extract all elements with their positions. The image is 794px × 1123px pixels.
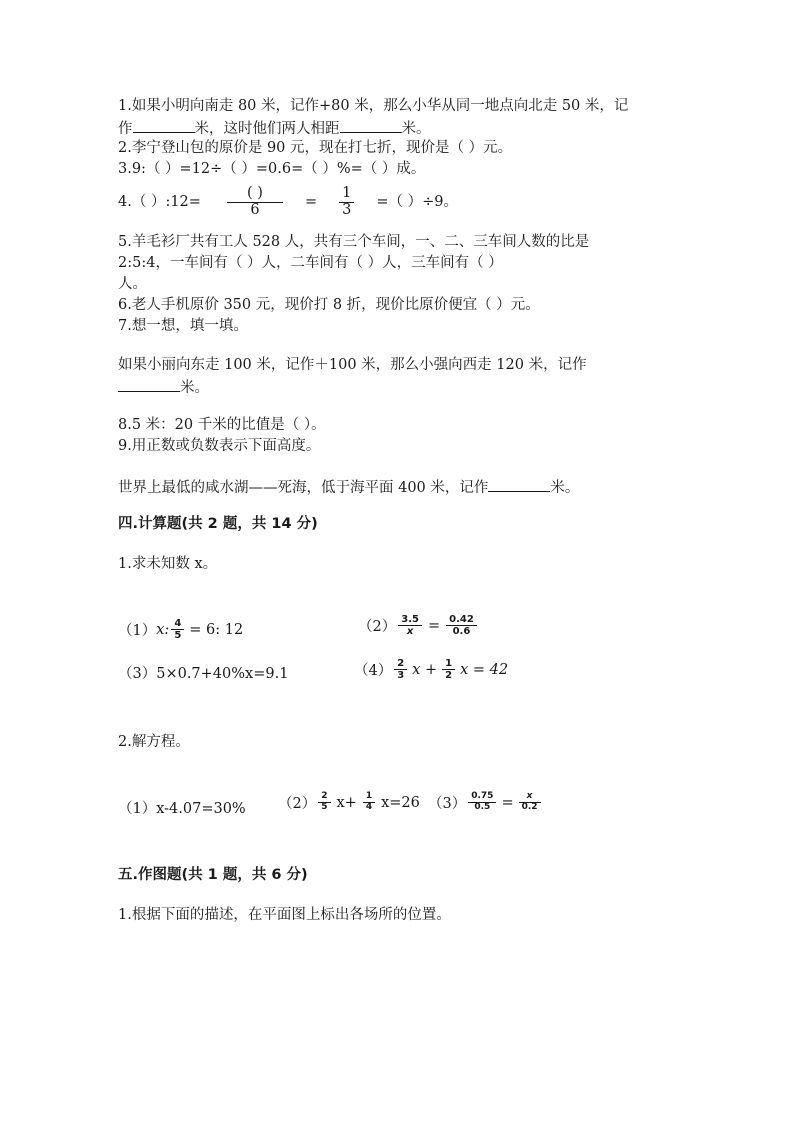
question-3: 3.9:（ ）=12÷（ ）=0.6=（ ）%=（ ）成。 (118, 161, 426, 177)
fraction-numerator: 2 (394, 658, 407, 670)
fraction-0.75-over-0.5 (468, 792, 496, 813)
equation-label: （2） (278, 796, 317, 812)
fraction-denominator: 0.2 (521, 802, 538, 812)
fraction-numerator: 0.42 (446, 614, 477, 626)
fraction-four-fifths (171, 618, 184, 641)
fraction-denominator: 6 (250, 201, 260, 218)
equation-label: （3） (428, 796, 467, 812)
equation-rest: = 6: 12 (189, 621, 244, 638)
question-7-title: 7.想一想，填一填。 (118, 318, 248, 334)
solve-equation-2 (278, 792, 420, 813)
question-1-text-b: 米，这时他们两人相距 (194, 121, 340, 137)
question-9-line-1 (118, 476, 579, 499)
fraction-x-over-0.2 (519, 792, 541, 813)
fraction-numerator: 1 (363, 792, 375, 803)
equation-end: x = 42 (460, 661, 509, 678)
fraction-numerator: 2 (318, 792, 330, 803)
question-5-line-2: 2:5:4，一车间有（ ）人，二车间有（ ）人，三车间有（ ） (118, 255, 503, 271)
equation-mid: x+ (336, 794, 357, 811)
equation-label: （4） (354, 663, 393, 679)
equation-end: x=26 (381, 794, 420, 811)
fraction-numerator: 4 (171, 618, 184, 630)
answer-blank[interactable] (133, 117, 195, 133)
question-5-line-3: 人。 (118, 276, 147, 292)
fraction-one-third (339, 186, 354, 219)
question-7-line-2 (118, 376, 209, 399)
equation-2 (358, 614, 479, 637)
question-1-text-a: 作 (118, 121, 133, 137)
fraction-numerator: ( ) (227, 186, 283, 203)
equals-sign: = (501, 794, 514, 811)
fraction-one-half (442, 658, 455, 681)
equation-4 (354, 658, 508, 681)
fraction-denominator: 2 (445, 670, 453, 681)
question-4 (118, 186, 458, 219)
section-5-question-1: 1.根据下面的描述，在平面图上标出各场所的位置。 (118, 907, 451, 923)
fraction-3.5-over-x (398, 614, 422, 637)
question-6: 6.老人手机原价 350 元，现价打 8 折，现价比原价便宜（ ）元。 (118, 297, 540, 313)
solve-equation-1: （1）x-4.07=30% (118, 801, 246, 817)
equals-sign: = (304, 193, 318, 210)
question-1-line-1: 1.如果小明向南走 80 米，记作+80 米，那么小华从同一地点向北走 50 米，记 (118, 98, 629, 114)
question-5-line-1: 5.羊毛衫厂共有工人 528 人，共有三个车间，一、二、三车间人数的比是 (118, 234, 590, 250)
question-8: 8.5 米：20 千米的比值是（ ）。 (118, 417, 326, 433)
solve-equation-3 (428, 792, 543, 813)
equation-variable: x: (156, 621, 170, 638)
fraction-denominator: 4 (365, 802, 373, 812)
equation-1 (118, 618, 243, 641)
question-2: 2.李宁登山包的原价是 90 元，现在打七折，现价是（ ）元。 (118, 140, 513, 156)
fraction-numerator: 1 (442, 658, 455, 670)
answer-blank[interactable] (488, 476, 550, 492)
fraction-denominator: 0.5 (474, 802, 491, 812)
question-9-title: 9.用正数或负数表示下面高度。 (118, 438, 321, 454)
fraction-numerator: 3.5 (398, 614, 422, 626)
fraction-one-quarter (363, 792, 375, 813)
fraction-blank-over-6 (227, 186, 283, 219)
question-9-text-b: 米。 (550, 480, 580, 496)
question-7-text-end: 米。 (180, 380, 209, 396)
fraction-0.42-over-0.6 (446, 614, 477, 637)
equation-mid: x + (412, 661, 438, 678)
question-7-line-1: 如果小丽向东走 100 米，记作＋100 米，那么小强向西走 120 米，记作 (118, 357, 587, 373)
section-4-sub-1-title: 1.求未知数 x。 (118, 556, 218, 572)
fraction-denominator: x (406, 626, 414, 637)
fraction-numerator: 1 (339, 186, 354, 203)
equals-sign: = (427, 617, 441, 634)
question-9-text-a: 世界上最低的咸水湖——死海，低于海平面 400 米，记作 (118, 480, 489, 496)
question-1-text-c: 米。 (401, 121, 431, 137)
fraction-denominator: 5 (174, 630, 182, 641)
section-5-heading: 五.作图题(共 1 题，共 6 分) (118, 867, 308, 883)
equation-label: （1） (118, 623, 157, 639)
fraction-two-thirds (394, 658, 407, 681)
section-4-sub-2-title: 2.解方程。 (118, 734, 190, 750)
equation-label: （2） (358, 619, 397, 635)
answer-blank[interactable] (118, 376, 180, 392)
question-1-line-2 (118, 117, 431, 140)
answer-blank[interactable] (340, 117, 402, 133)
question-4-part-2: =（ ）÷9。 (376, 193, 458, 210)
fraction-denominator: 5 (321, 802, 328, 812)
equation-3: （3）5×0.7+40%x=9.1 (118, 666, 289, 682)
fraction-numerator: 0.75 (468, 792, 496, 803)
question-4-part-1: 4.（ ）:12= (118, 193, 201, 210)
fraction-denominator: 3 (342, 201, 352, 218)
fraction-two-fifths (318, 792, 330, 813)
fraction-denominator: 0.6 (452, 626, 471, 637)
fraction-denominator: 3 (397, 670, 405, 681)
fraction-numerator: x (519, 792, 541, 803)
section-4-heading: 四.计算题(共 2 题，共 14 分) (118, 516, 318, 532)
